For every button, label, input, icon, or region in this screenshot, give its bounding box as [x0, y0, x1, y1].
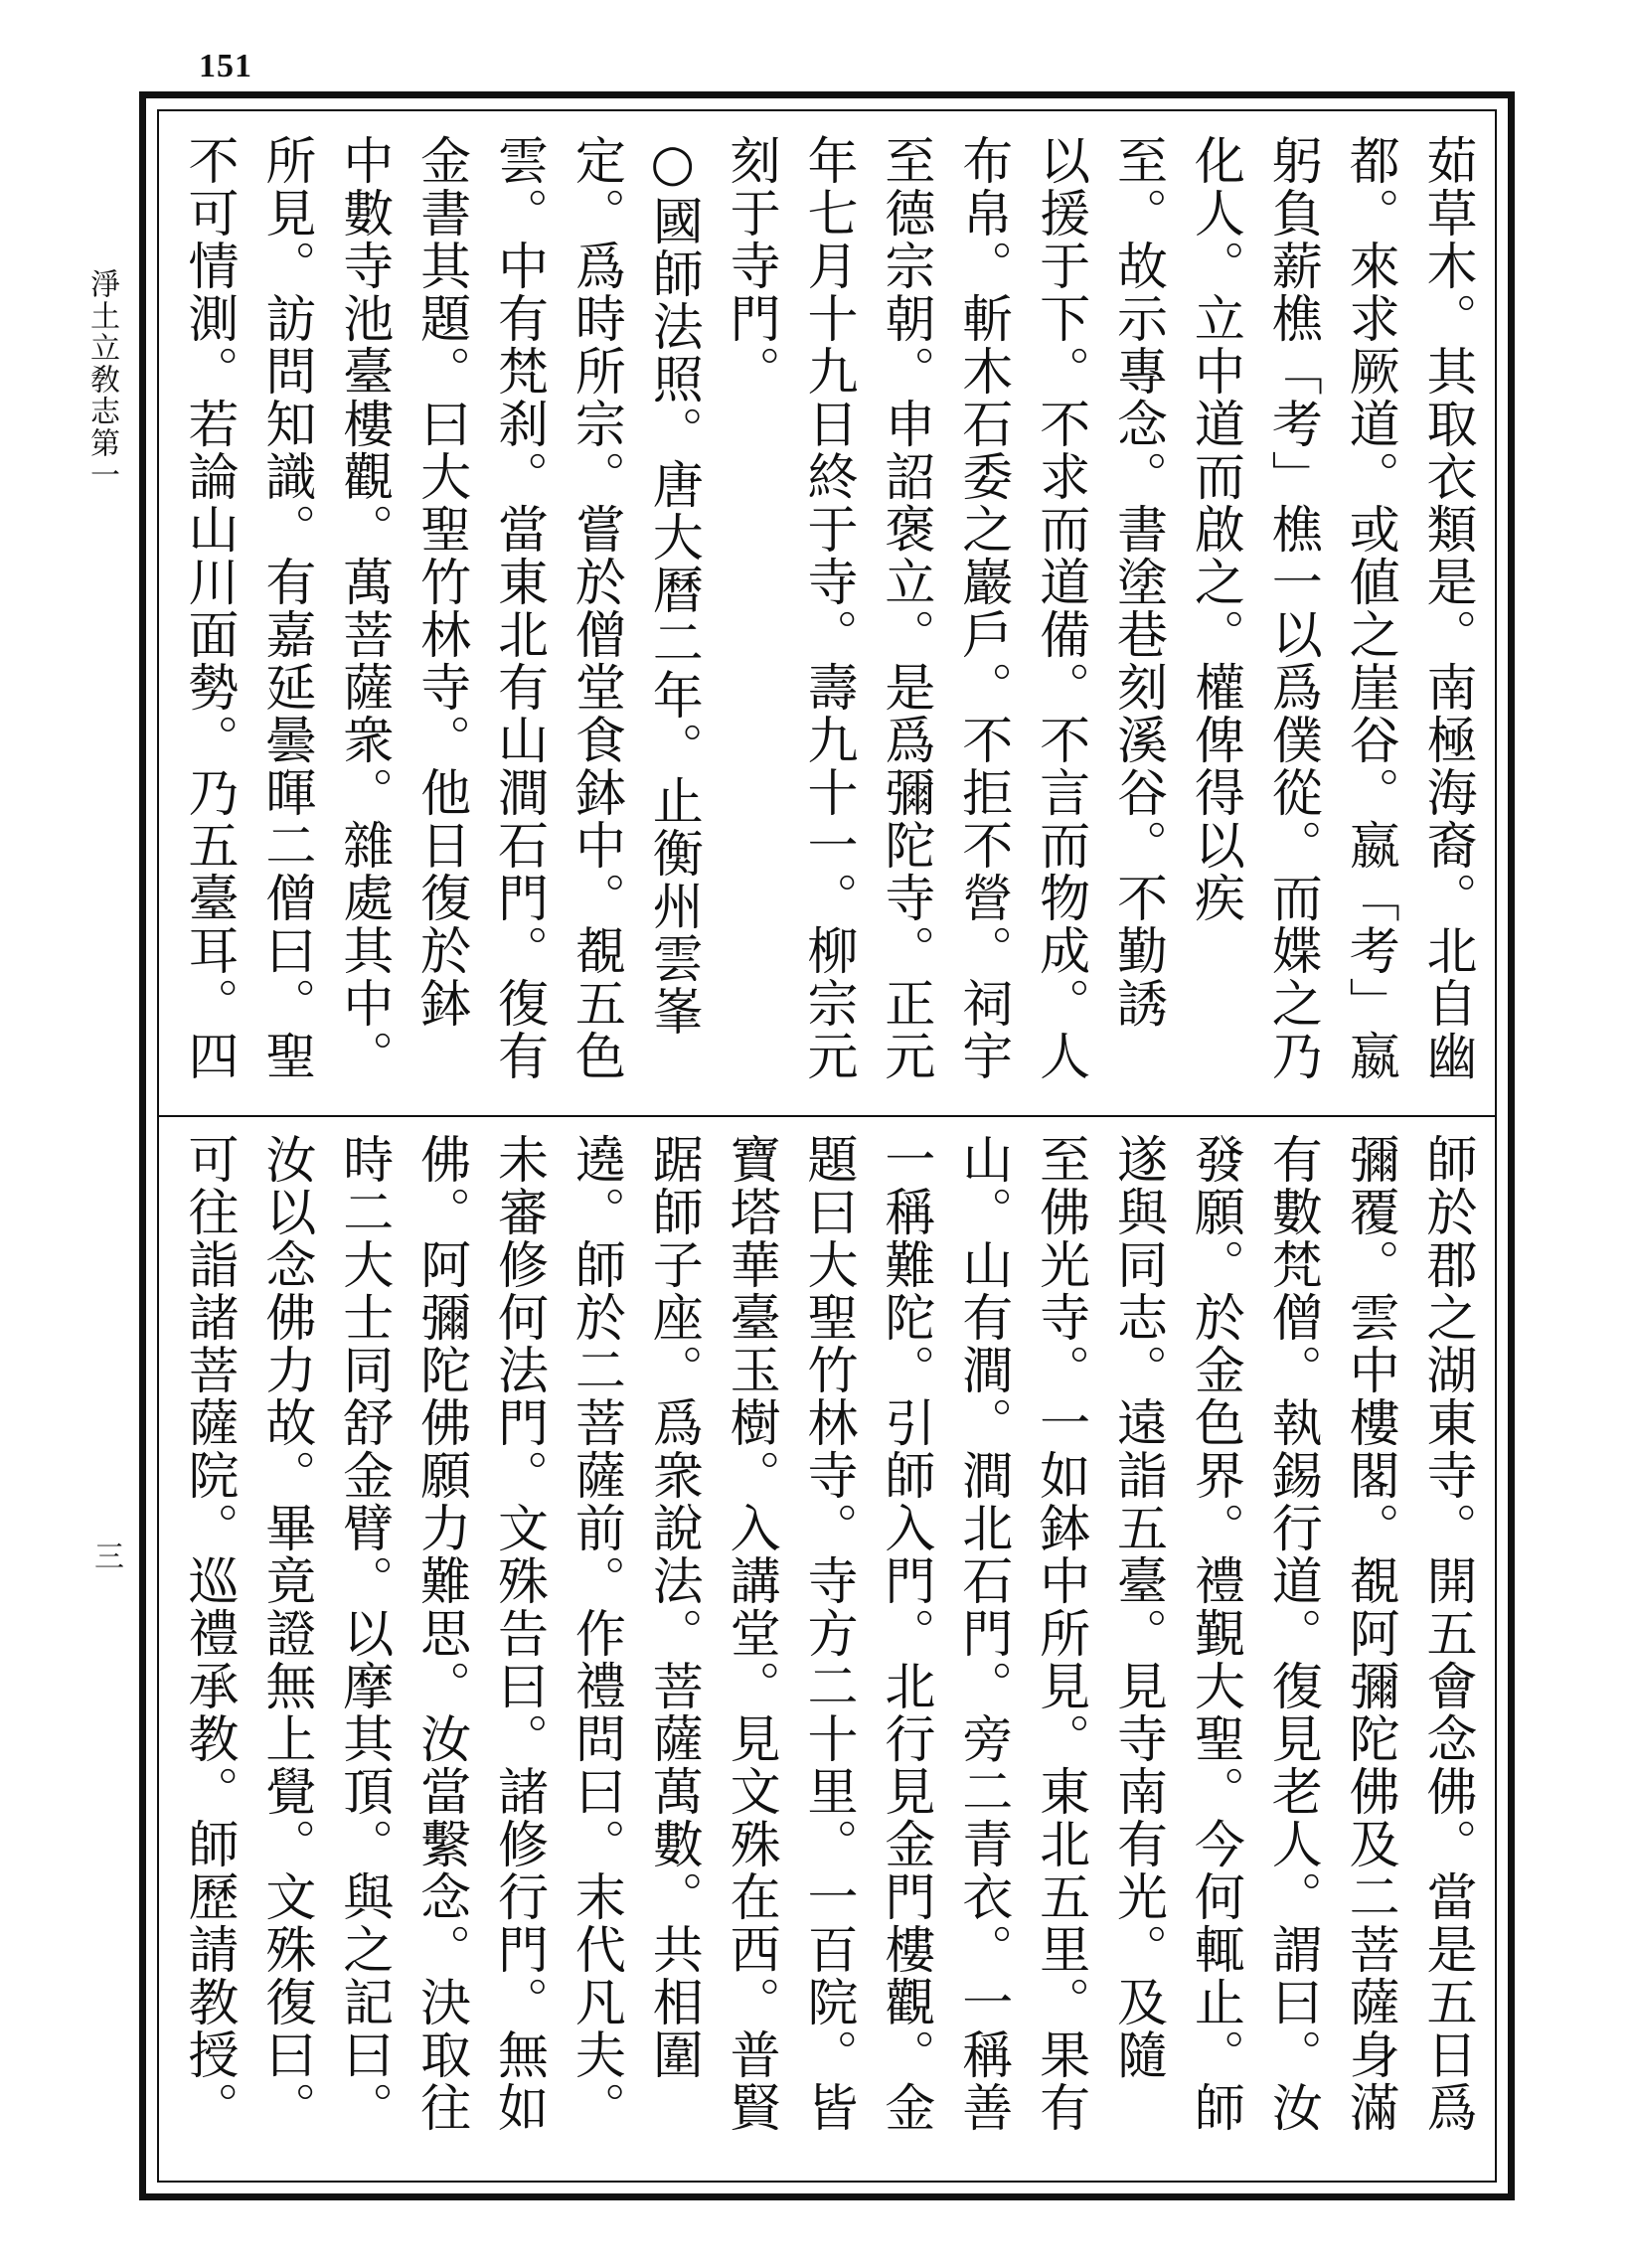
text-column: 都。來求厥道。或値之崖谷。嬴「考」嬴	[1340, 134, 1399, 1082]
bottom-text-panel	[174, 1133, 1480, 2167]
text-column: 躬負薪樵「考」樵一以爲僕從。而媟之乃	[1262, 134, 1322, 1082]
text-column: 山。山有澗。澗北石門。旁二青衣。一稱善	[952, 1133, 1012, 2134]
text-column: 至佛光寺。一如鉢中所見。東北五里。果有	[1030, 1133, 1089, 2134]
text-column: 有數梵僧。執錫行道。復見老人。謂曰。汝	[1262, 1133, 1322, 2134]
text-column: 至德宗朝。申詔褒立。是爲彌陀寺。正元	[875, 134, 934, 1082]
text-column: 題曰大聖竹林寺。寺方二十里。一百院。皆	[798, 1133, 857, 2134]
text-column: 所見。訪問知識。有嘉延曇暉二僧曰。聖	[255, 134, 315, 1082]
text-column: 至。故示專念。書塗巷刻溪谷。不勤誘	[1107, 134, 1167, 1030]
text-column: 發願。於金色界。禮覲大聖。今何輒止。師	[1185, 1133, 1244, 2134]
text-column: 遂與同志。遠詣五臺。見寺南有光。及隨	[1107, 1133, 1167, 2081]
text-column: 茹草木。其取衣類是。南極海裔。北自幽	[1417, 134, 1476, 1082]
text-column: 遶。師於二菩薩前。作禮問曰。末代凡夫。	[566, 1133, 625, 2134]
text-column: 年七月十九日終于寺。壽九十一。柳宗元	[798, 134, 857, 1082]
text-column: ○國師法照。唐大曆二年。止衡州雲峯	[643, 134, 703, 1038]
text-column: 彌覆。雲中樓閣。覩阿彌陀佛及二菩薩身滿	[1340, 1133, 1399, 2134]
top-text-panel	[174, 134, 1480, 1098]
text-column: 不可情測。若論山川面勢。乃五臺耳。四	[179, 134, 238, 1082]
text-column: 汝以念佛力故。畢竟證無上覺。文殊復曰。	[255, 1133, 315, 2134]
text-column: 定。爲時所宗。嘗於僧堂食鉢中。覩五色	[566, 134, 625, 1082]
text-column: 師於郡之湖東寺。開五會念佛。當是五日爲	[1417, 1133, 1476, 2134]
section-divider	[157, 1115, 1497, 1117]
text-column: 以援于下。不求而道備。不言而物成。人	[1030, 134, 1089, 1082]
text-column: 未審修何法門。文殊告曰。諸修行門。無如	[488, 1133, 548, 2134]
text-column: 一稱難陀。引師入門。北行見金門樓觀。金	[875, 1133, 934, 2134]
text-column: 寶塔華臺玉樹。入講堂。見文殊在西。普賢	[721, 1133, 780, 2134]
text-column: 佛。阿彌陀佛願力難思。汝當繫念。決取往	[410, 1133, 470, 2134]
text-column: 刻于寺門。	[721, 134, 780, 398]
text-column: 中數寺池臺樓觀。萬菩薩衆。雜處其中。	[333, 134, 393, 1082]
text-column: 時二大士同舒金臂。以摩其頂。與之記曰。	[333, 1133, 393, 2134]
text-column: 雲。中有梵刹。當東北有山澗石門。復有	[488, 134, 548, 1082]
running-title: 淨土立敎志第一	[84, 268, 119, 491]
text-column: 可往詣諸菩薩院。巡禮承教。師歷請教授。	[179, 1133, 238, 2134]
text-column: 金書其題。曰大聖竹林寺。他日復於鉢	[410, 134, 470, 1030]
text-column: 化人。立中道而啟之。權俾得以疾	[1185, 134, 1244, 924]
text-column: 踞師子座。爲衆說法。菩薩萬數。共相圍	[643, 1133, 703, 2081]
folio-number: 三	[88, 1540, 123, 1570]
page-number: 151	[199, 48, 252, 84]
text-column: 布帛。斬木石委之巖戶。不拒不營。祠宇	[952, 134, 1012, 1082]
